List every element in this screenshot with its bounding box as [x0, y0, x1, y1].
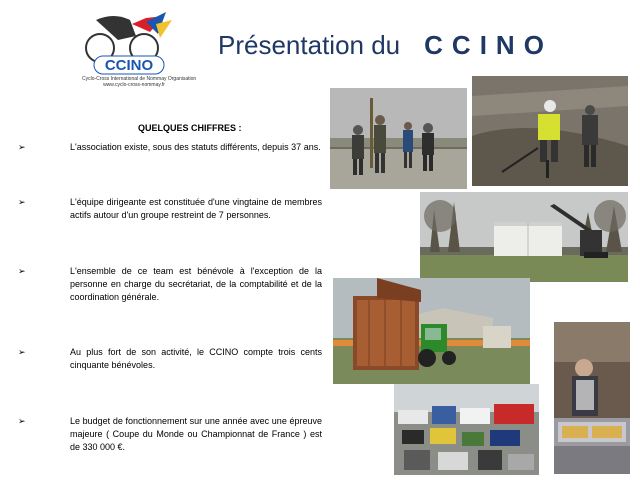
bullet-item: [18, 141, 322, 154]
bullet-item: [18, 265, 322, 304]
bullet-item: [18, 196, 322, 222]
logo-wordmark: CCINO: [104, 57, 154, 74]
title-word: Présentation du: [218, 30, 401, 60]
logo-url: www.cyclo-cross-nommay.fr: [103, 82, 165, 88]
photo-crane-cabin: [420, 192, 628, 282]
photo-worker-hi-vis: [472, 76, 628, 186]
photo-volunteers-staking: [330, 88, 467, 189]
bullet-item: [18, 346, 322, 372]
page-title: [218, 30, 553, 61]
logo-tagline: Cyclo-Cross International de Nommay Organisation www.cyclo-cross-nommay.fr: [82, 76, 197, 88]
cyclist-logo-icon: [74, 10, 186, 76]
bullet-text: L'association existe, sous des statuts différents, depuis 37 ans.: [70, 142, 321, 152]
ccino-logo: [74, 10, 197, 94]
bullet-text: L'équipe dirigeante est constituée d'une vingtaine de membres actifs autour d'un groupe restreint de 7 personnes.: [70, 197, 322, 220]
photo-podium-tractor: [333, 278, 530, 384]
title-acronym: CCINO: [424, 30, 553, 60]
bullet-text: Au plus fort de son activité, le CCINO compte trois cents cinquante bénévoles.: [70, 347, 322, 370]
arrow-bullet-icon: ➢: [18, 197, 26, 207]
bullet-text: L'ensemble de ce team est bénévole à l'exception de la personne en charge du secrétariat, de la comptabilité et de la coordination générale.: [70, 266, 322, 302]
arrow-bullet-icon: ➢: [18, 416, 26, 426]
arrow-bullet-icon: ➢: [18, 266, 26, 276]
bullet-text: Le budget de fonctionnement sur une année avec une épreuve majeure ( Coupe du Monde ou Championnat de France ) est de 330 000 €.: [70, 416, 322, 452]
arrow-bullet-icon: ➢: [18, 142, 26, 152]
arrow-bullet-icon: ➢: [18, 347, 26, 357]
photo-paddock: [394, 384, 539, 475]
section-subtitle: QUELQUES CHIFFRES :: [138, 123, 242, 133]
bullet-item: [18, 415, 322, 454]
photo-food-stand: [554, 322, 630, 474]
